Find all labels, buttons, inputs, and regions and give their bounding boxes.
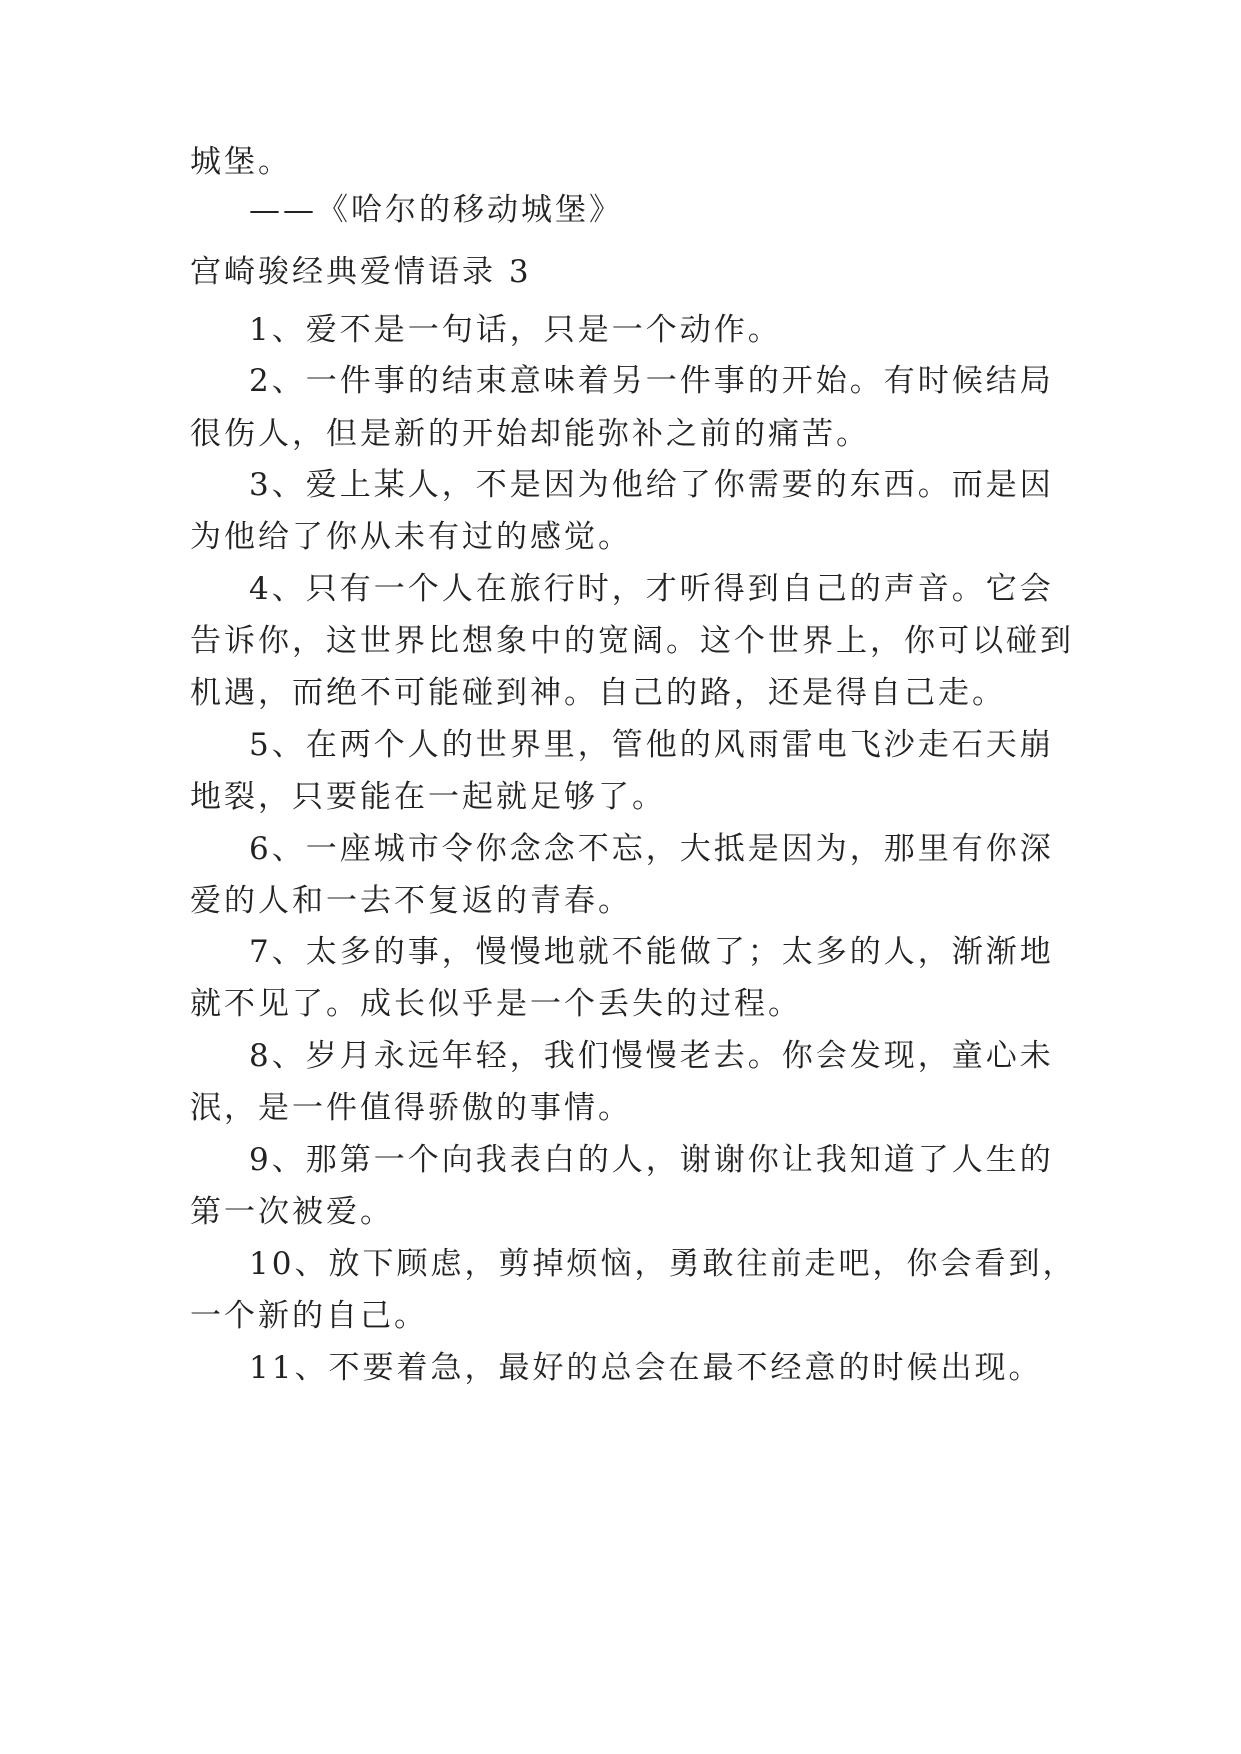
quote-line: 机遇，而绝不可能碰到神。自己的路，还是得自己走。 [190, 675, 1006, 711]
quote-line: 很伤人，但是新的开始却能弥补之前的痛苦。 [190, 416, 870, 452]
quote-line: 6、一座城市令你念念不忘，大抵是因为，那里有你深 [249, 831, 1054, 867]
quote-line: 8、岁月永远年轻，我们慢慢老去。你会发现，童心未 [249, 1038, 1054, 1074]
quote-line: 5、在两个人的世界里，管他的风雨雷电飞沙走石天崩 [249, 727, 1054, 763]
quote-line: 为他给了你从未有过的感觉。 [190, 519, 632, 555]
quote-line: 11、不要着急，最好的总会在最不经意的时候出现。 [249, 1350, 1043, 1386]
quote-line: 2、一件事的结束意味着另一件事的开始。有时候结局 [249, 363, 1054, 399]
text-line: 城堡。 [190, 144, 292, 180]
quote-line: 一个新的自己。 [190, 1298, 428, 1334]
quote-line: 就不见了。成长似乎是一个丢失的过程。 [190, 986, 802, 1022]
section-heading: 宫崎骏经典爱情语录 3 [190, 254, 532, 290]
quote-line: 告诉你，这世界比想象中的宽阔。这个世界上，你可以碰到 [190, 623, 1074, 659]
quote-line: 3、爱上某人，不是因为他给了你需要的东西。而是因 [249, 467, 1054, 503]
source-attribution: ——《哈尔的移动城堡》 [249, 192, 623, 228]
quote-line: 第一次被爱。 [190, 1194, 394, 1230]
quote-line: 10、放下顾虑，剪掉烦恼，勇敢往前走吧，你会看到， [249, 1246, 1077, 1282]
quote-line: 地裂，只要能在一起就足够了。 [190, 779, 666, 815]
quote-line: 泯，是一件值得骄傲的事情。 [190, 1090, 632, 1126]
quote-line: 9、那第一个向我表白的人，谢谢你让我知道了人生的 [249, 1142, 1054, 1178]
quote-line: 7、太多的事，慢慢地就不能做了；太多的人，渐渐地 [249, 934, 1054, 970]
quote-line: 4、只有一个人在旅行时，才听得到自己的声音。它会 [249, 571, 1054, 607]
quote-line: 爱的人和一去不复返的青春。 [190, 883, 632, 919]
quote-line: 1、爱不是一句话，只是一个动作。 [249, 312, 782, 348]
